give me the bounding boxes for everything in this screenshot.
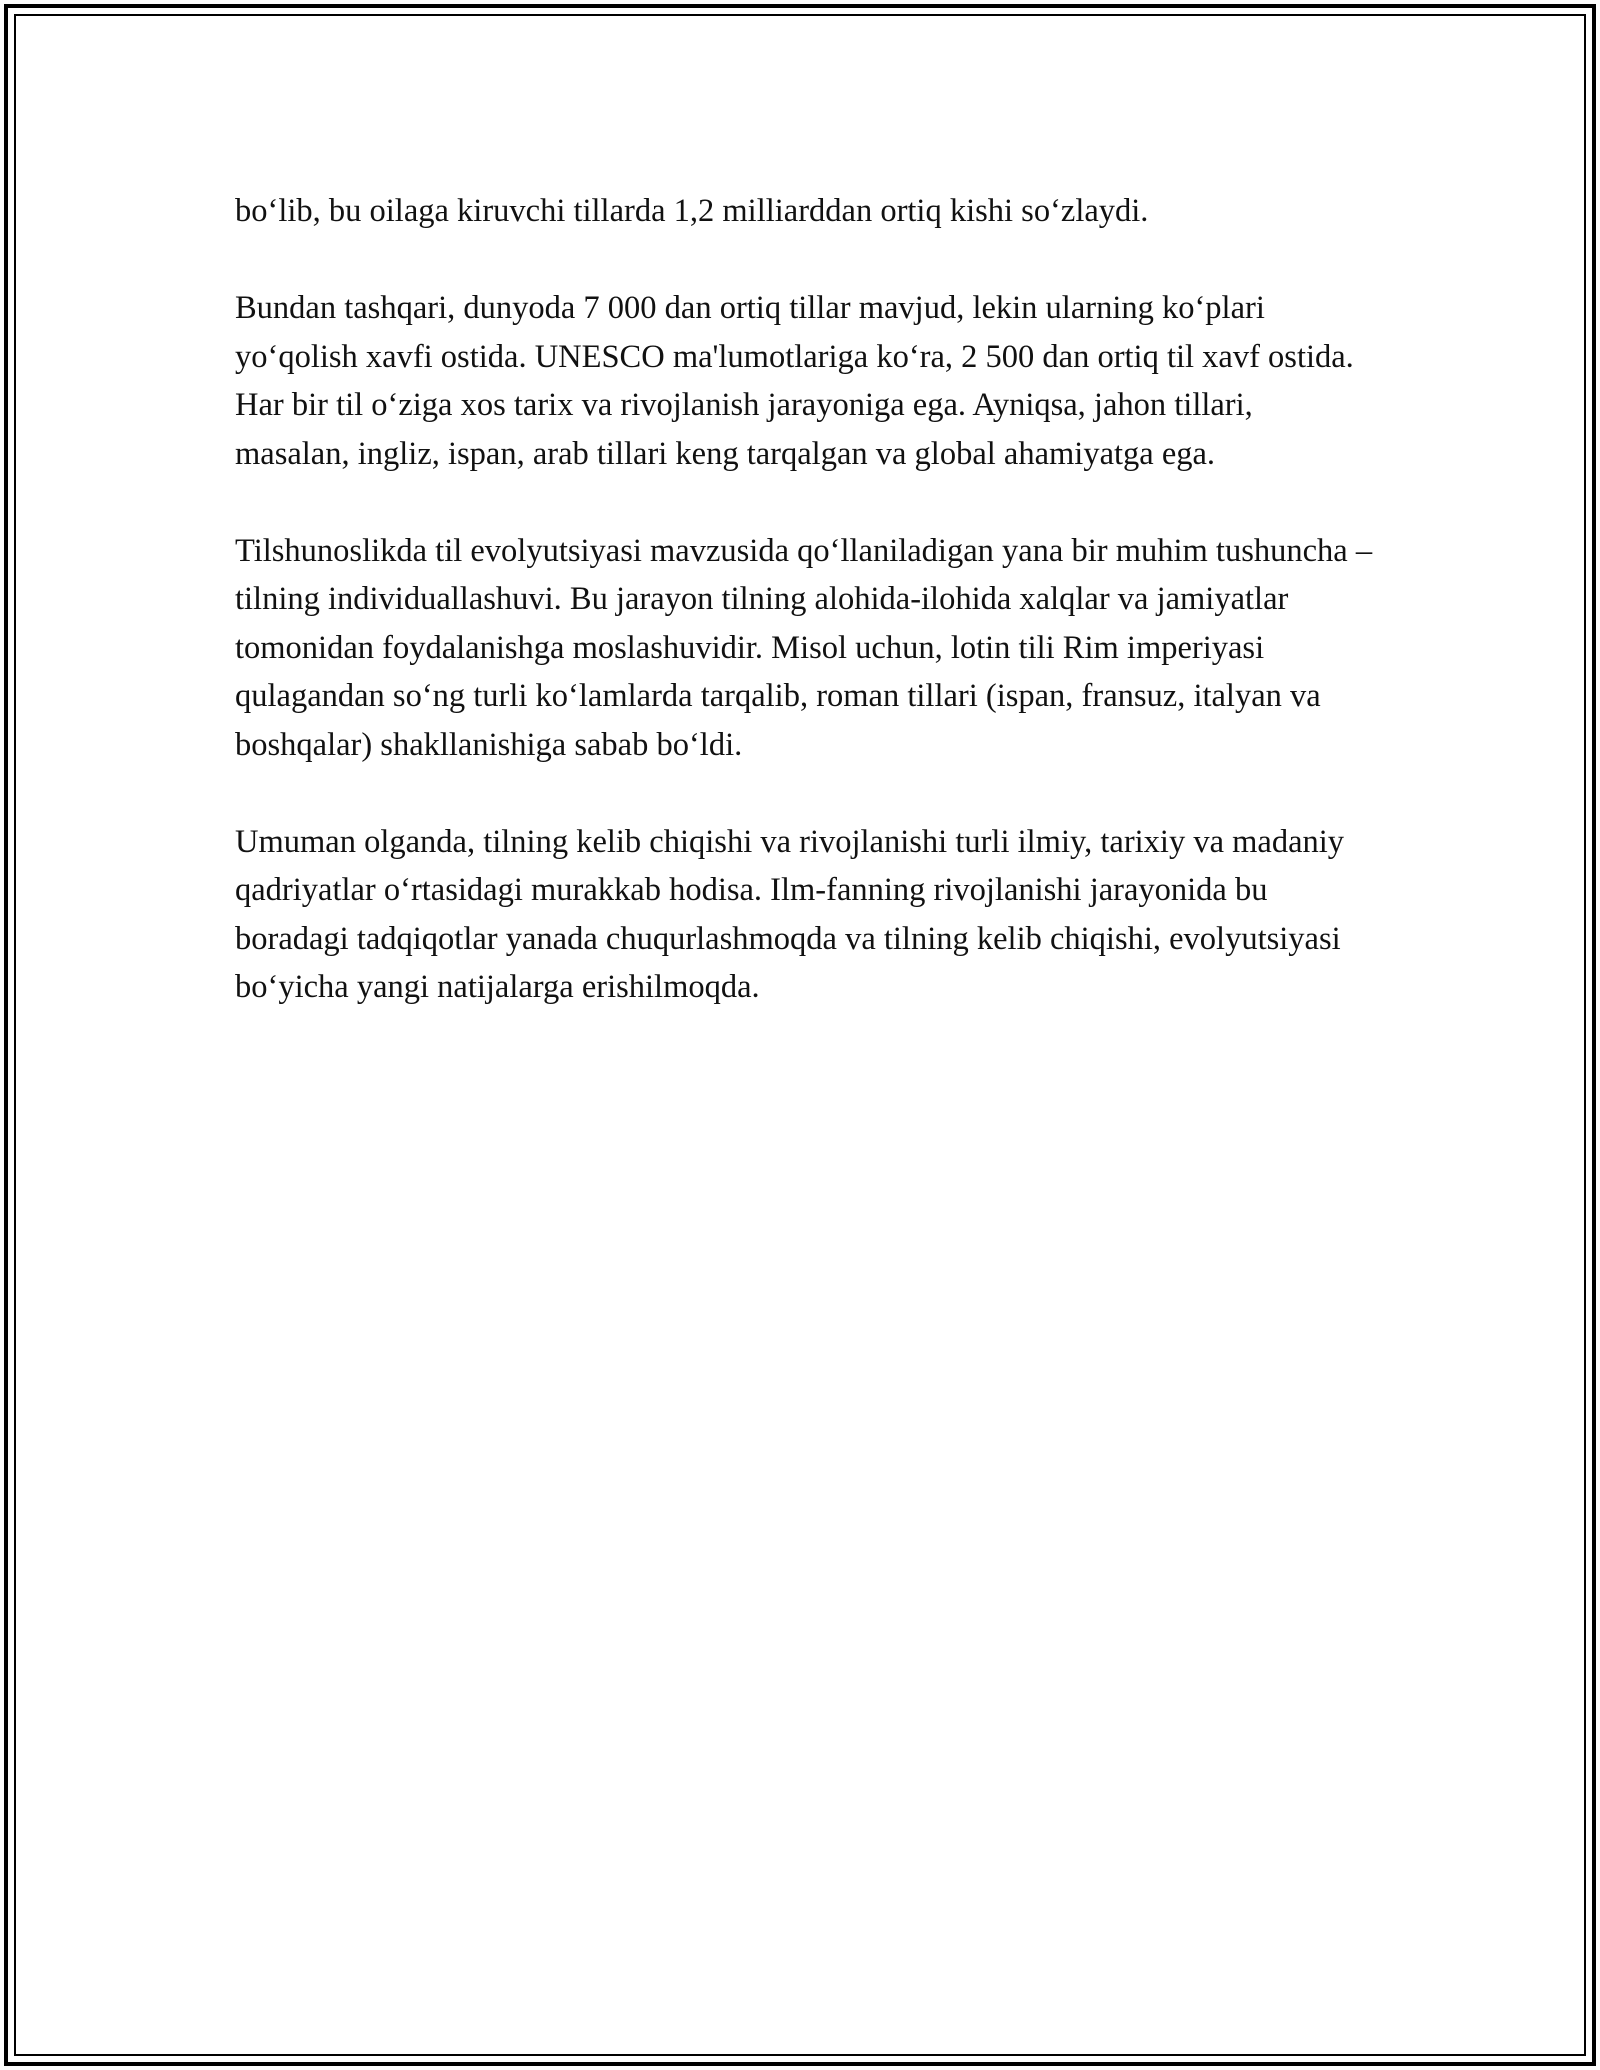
document-body — [235, 187, 1375, 1060]
paragraph-1: bo‘lib, bu oilaga kiruvchi tillarda 1,2 milliarddan ortiq kishi so‘zlaydi. — [235, 193, 1149, 229]
paragraph-2: Bundan tashqari, dunyoda 7 000 dan ortiq tillar mavjud, lekin ularning ko‘plari yo‘qolish xavfi ostida. UNESCO ma'lumotlariga ko‘ra, 2 500 dan ortiq til xavf ostida. Har bir til o‘ziga xos tarix va rivojlanish jarayoniga ega. Ayniqsa, jahon tillari, masalan, ingliz, ispan, arab tillari keng tarqalgan va global ahamiyatga ega. — [235, 290, 1354, 472]
paragraph-3: Tilshunoslikda til evolyutsiyasi mavzusida qo‘llaniladigan yana bir muhim tushuncha – tilning individuallashuvi. Bu jarayon tilning alohida-ilohida xalqlar va jamiyatlar tomonidan foydalanishga moslashuvidir. Misol uchun, lotin tili Rim imperiyasi qulagandan so‘ng turli ko‘lamlarda tarqalib, roman tillari (ispan, fransuz, italyan va boshqalar) shakllanishiga sabab bo‘ldi. — [235, 532, 1373, 763]
paragraph-4: Umuman olganda, tilning kelib chiqishi va rivojlanishi turli ilmiy, tarixiy va madaniy qadriyatlar o‘rtasidagi murakkab hodisa. Ilm-fanning rivojlanishi jarayonida bu boradagi tadqiqotlar yanada chuqurlashmoqda va tilning kelib chiqishi, evolyutsiyasi bo‘yicha yangi natijalarga erishilmoqda. — [235, 823, 1345, 1005]
